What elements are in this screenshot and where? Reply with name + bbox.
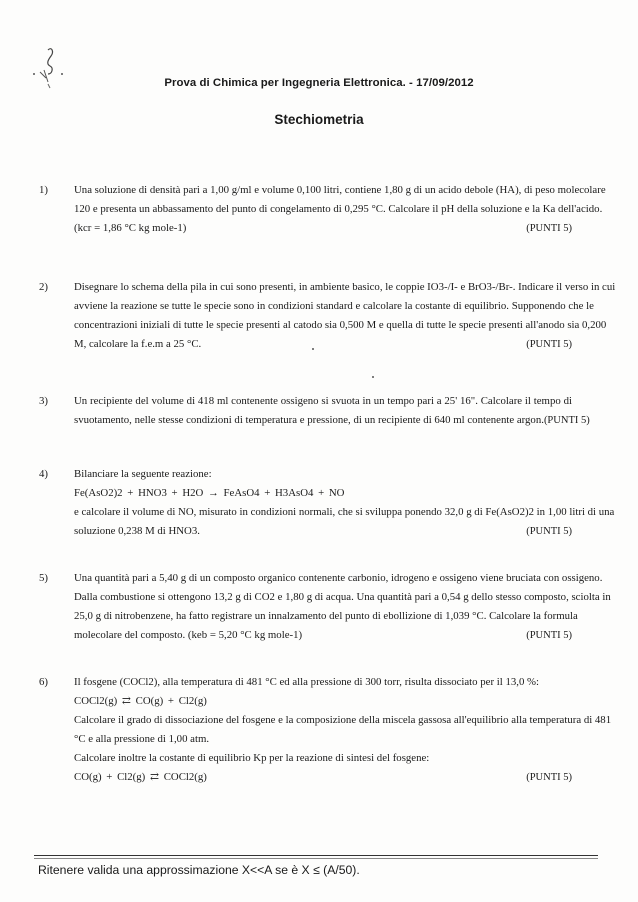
handwritten-scribble (26, 44, 74, 100)
section-title: Stechiometria (274, 112, 364, 127)
problem-text-line: e calcolare il volume di NO, misurato in condizioni normali, che si sviluppa ponendo 32,0 g di Fe(AsO2)2 in 1,00 litri di una (74, 506, 615, 518)
problem-text-line: avviene la reazione se tutte le specie sono in condizioni standard e calcolare la costante di equilibrio. Supponendo che le (74, 300, 594, 312)
problem-text-line: Calcolare inoltre la costante di equilibrio Kp per la reazione di sintesi del fosgene: (74, 752, 430, 764)
specks (372, 376, 374, 378)
problem-text-line: Disegnare lo schema della pila in cui sono presenti, in ambiente basico, le coppie IO3-/I- e BrO3-/Br-. Indicare il verso in cui (74, 281, 616, 293)
problem-text-line: 25,0 g di nitrobenzene, ha fatto registrare un innalzamento del punto di ebollizione di 1,039 °C. Calcolare la formula (74, 610, 578, 622)
exam-header: Prova di Chimica per Ingegneria Elettronica. - 17/09/2012 (164, 77, 474, 89)
problem-text-line: Una quantità pari a 5,40 g di un composto organico contenente carbonio, idrogeno e ossigeno viene bruciata con ossigeno. (74, 572, 603, 584)
points-label: (PUNTI 5) (526, 630, 572, 641)
problem-text-line: Bilanciare la seguente reazione: (74, 468, 212, 480)
problem-number: 2) (39, 281, 48, 293)
problem-number: 4) (39, 468, 48, 480)
problem-text-line: svuotamento, nelle stesse condizioni di temperatura e pressione, di un recipiente di 640 ml contenente argon. (74, 414, 544, 426)
dissociation-equation: COCl2(g) ⇄ CO(g) + Cl2(g) (74, 695, 207, 707)
footer-note: Ritenere valida una approssimazione X<<A se è X ≤ (A/50). (38, 863, 360, 877)
problem-text-line: M, calcolare la f.e.m a 25 °C. (74, 338, 202, 350)
problem-text-line: Un recipiente del volume di 418 ml contenente ossigeno si svuota in un tempo pari a 25' 16". Calcolare il tempo di (74, 395, 572, 407)
problem-number: 6) (39, 676, 48, 688)
problem-text-line: soluzione 0,238 M di HNO3. (74, 525, 200, 537)
points-label: (PUNTI 5) (543, 415, 590, 426)
problem-text-line: Il fosgene (COCl2), alla temperatura di 481 °C ed alla pressione di 300 torr, risulta dissociato per il 13,0 %: (74, 676, 540, 688)
problem-text-line: Calcolare il grado di dissociazione del fosgene e la composizione della miscela gassosa all'equilibrio alla temperatura di 481 (74, 714, 612, 726)
problem-text-line: molecolare del composto. (keb = 5,20 °C kg mole-1) (74, 629, 303, 641)
specks (312, 348, 314, 350)
footer-divider (34, 855, 598, 856)
problem-text-line: concentrazioni iniziali di tutte le specie presenti al catodo sia 0,500 M e quella di tutte le specie presenti all'anodo sia 0,200 (74, 319, 607, 331)
problem-text-line: Una soluzione di densità pari a 1,00 g/ml e volume 0,100 litri, contiene 1,80 g di un acido debole (HA), di peso molecolare (74, 184, 606, 196)
problem-text-line: Dalla combustione si ottengono 13,2 g di CO2 e 1,80 g di acqua. Una quantità pari a 0,54 g dello stesso composto, sciolta in (74, 591, 611, 603)
synthesis-equation: CO(g) + Cl2(g) ⇄ COCl2(g) (74, 771, 207, 783)
points-label: (PUNTI 5) (526, 526, 572, 537)
reaction-equation: Fe(AsO2)2 + HNO3 + H2O → FeAsO4 + H3AsO4 + NO (74, 487, 345, 499)
problem-number: 1) (39, 184, 48, 196)
problem-text-line: °C e alla pressione di 1,00 atm. (74, 733, 210, 745)
points-label: (PUNTI 5) (526, 772, 572, 783)
points-label: (PUNTI 5) (526, 223, 572, 234)
points-label: (PUNTI 5) (526, 339, 572, 350)
constant-note: (kcr = 1,86 °C kg mole-1) (74, 222, 187, 234)
problem-text-line: 120 e presenta un abbassamento del punto di congelamento di 0,295 °C. Calcolare il pH della soluzione e la Ka dell'acido. (74, 203, 603, 215)
problem-number: 3) (39, 395, 48, 407)
footer-divider (34, 858, 598, 859)
problem-number: 5) (39, 572, 48, 584)
